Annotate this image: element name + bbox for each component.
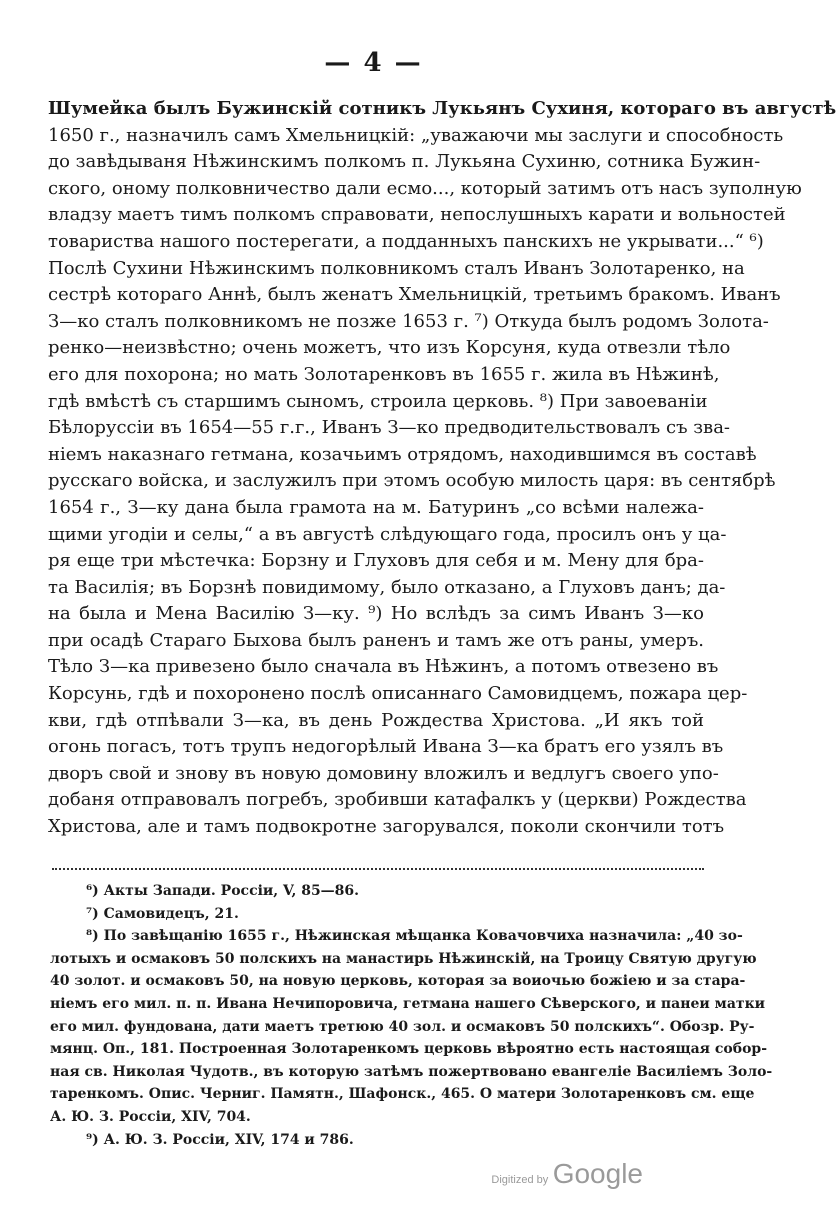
footnote-separator bbox=[52, 868, 704, 870]
text-line: сестрѣ котораго Аннѣ, былъ женатъ Хмельницкій, третьимъ бракомъ. Иванъ bbox=[48, 284, 781, 306]
footnote: ⁹) А. Ю. З. Россіи, XIV, 174 и 786. bbox=[86, 1131, 354, 1148]
text-line: Корсунь, гдѣ и похоронено послѣ описаннаго Самовидцемъ, пожара цер- bbox=[48, 683, 748, 705]
text-line: Шумейка былъ Бужинскій сотникъ Лукьянъ Сухиня, котораго въ августѣ bbox=[48, 98, 836, 119]
page-number: — 4 — bbox=[324, 48, 423, 78]
footnote: 40 золот. и осмаковъ 50, на новую церковь, которая за воиочью божіею и за стара- bbox=[50, 973, 746, 990]
footnote: ⁶) Акты Запади. Россіи, V, 85—86. bbox=[86, 883, 360, 899]
text-line: Тѣло З—ка привезено было сначала въ Нѣжинъ, а потомъ отвезено въ bbox=[48, 656, 719, 678]
text-line: до завѣдываня Нѣжинскимъ полкомъ п. Лукьяна Сухиню, сотника Бужин- bbox=[48, 151, 761, 173]
text-line: щими угодіи и селы,“ а въ августѣ слѣдующаго года, просилъ онъ у ца- bbox=[48, 523, 727, 545]
text-line: при осадѣ Стараго Быхова былъ раненъ и тамъ же отъ раны, умеръ. bbox=[48, 629, 704, 651]
text-line: ря еще три мѣстечка: Борзну и Глуховъ для себя и м. Мену для бра- bbox=[48, 550, 704, 572]
text-line: Послѣ Сухини Нѣжинскимъ полковникомъ сталъ Иванъ Золотаренко, на bbox=[48, 257, 745, 279]
text-line: гдѣ вмѣстѣ съ старшимъ сыномъ, строила церковь. ⁸) При завоеваніи bbox=[48, 390, 708, 412]
text-line: 1650 г., назначилъ самъ Хмельницкій: „уважаючи мы заслуги и способность bbox=[48, 124, 784, 146]
text-line: добаня отправовалъ погребъ, зробивши катафалкъ у (церкви) Рождества bbox=[48, 789, 747, 811]
text-line: Христова, але и тамъ подвокротне загорувался, поколи скончили тотъ bbox=[48, 816, 725, 838]
text-line: товариства нашого постерегати, а подданныхъ панскихъ не укрывати...“ ⁶) bbox=[48, 230, 764, 252]
text-line: на была и Мена Василію З—ку. ⁹) Но вслѣдъ за симъ Иванъ З—ко bbox=[48, 603, 704, 625]
footnote: ніемъ его мил. п. п. Ивана Нечипоровича, гетмана нашего Сѣверского, и панеи матки bbox=[50, 995, 766, 1012]
footnote: ⁸) По завѣщанію 1655 г., Нѣжинская мѣщанка Ковачовчиха назначила: „40 зо- bbox=[86, 928, 743, 945]
footnote: лотыхъ и осмаковъ 50 полскихъ на манастирь Нѣжинскій, на Троицу Святую другую bbox=[50, 950, 757, 967]
text-line: русскаго войска, и заслужилъ при этомъ особую милость царя: въ сентябрѣ bbox=[48, 470, 776, 492]
text-line: дворъ свой и знову въ новую домовину вложилъ и ведлугъ своего упо- bbox=[48, 762, 719, 784]
text-line: огонь погасъ, тотъ трупъ недогорѣлый Ивана З—ка братъ его узялъ въ bbox=[48, 736, 724, 758]
text-line: его для похорона; но мать Золотаренковъ въ 1655 г. жила въ Нѣжинѣ, bbox=[48, 363, 720, 385]
text-line: та Василія; въ Борзнѣ повидимому, было отказано, а Глуховъ данъ; да- bbox=[48, 576, 726, 598]
footnote: ⁷) Самовидецъ, 21. bbox=[86, 905, 239, 922]
footnote: ная св. Николая Чудотв., въ которую затѣмъ пожертвовано евангеліе Василіемъ Золо- bbox=[50, 1063, 773, 1080]
footnote: таренкомъ. Опис. Черниг. Памятн., Шафонск., 465. О матери Золотаренковъ см. еще bbox=[50, 1086, 755, 1103]
text-line: Бѣлоруссіи въ 1654—55 г.г., Иванъ З—ко предводительствовалъ съ зва- bbox=[48, 417, 731, 439]
footnote: мянц. Оп., 181. Построенная Золотаренкомъ церковь вѣроятно есть настоящая собор- bbox=[50, 1041, 768, 1058]
watermark-prefix: Digitized by bbox=[491, 1174, 549, 1186]
footnotes bbox=[50, 880, 773, 1151]
text-line: ніемъ наказнаго гетмана, козачьимъ отрядомъ, находившимся въ составѣ bbox=[48, 443, 757, 465]
text-line: З—ко сталъ полковникомъ не позже 1653 г. ⁷) Откуда былъ родомъ Золота- bbox=[48, 310, 769, 332]
watermark bbox=[491, 1158, 643, 1190]
footnote: его мил. фундована, дати маетъ третюю 40 зол. и осмаковъ 50 полскихъ“. Обозр. Ру- bbox=[50, 1018, 755, 1035]
watermark-brand: Google bbox=[552, 1158, 643, 1189]
text-line: кви, гдѣ отпѣвали З—ка, въ день Рождества Христова. „И якъ той bbox=[48, 709, 704, 731]
text-line: владзу маетъ тимъ полкомъ справовати, непослушныхъ карати и вольностей bbox=[48, 204, 786, 226]
main-text bbox=[48, 96, 836, 841]
footnote: А. Ю. З. Россіи, XIV, 704. bbox=[50, 1108, 251, 1125]
text-line: 1654 г., З—ку дана была грамота на м. Батуринъ „со всѣми належа- bbox=[48, 496, 704, 518]
text-line: ского, оному полковничество дали есмо..., который затимъ отъ насъ зуполную bbox=[48, 177, 802, 199]
text-line: ренко—неизвѣстно; очень можетъ, что изъ Корсуня, куда отвезли тѣло bbox=[48, 337, 731, 359]
